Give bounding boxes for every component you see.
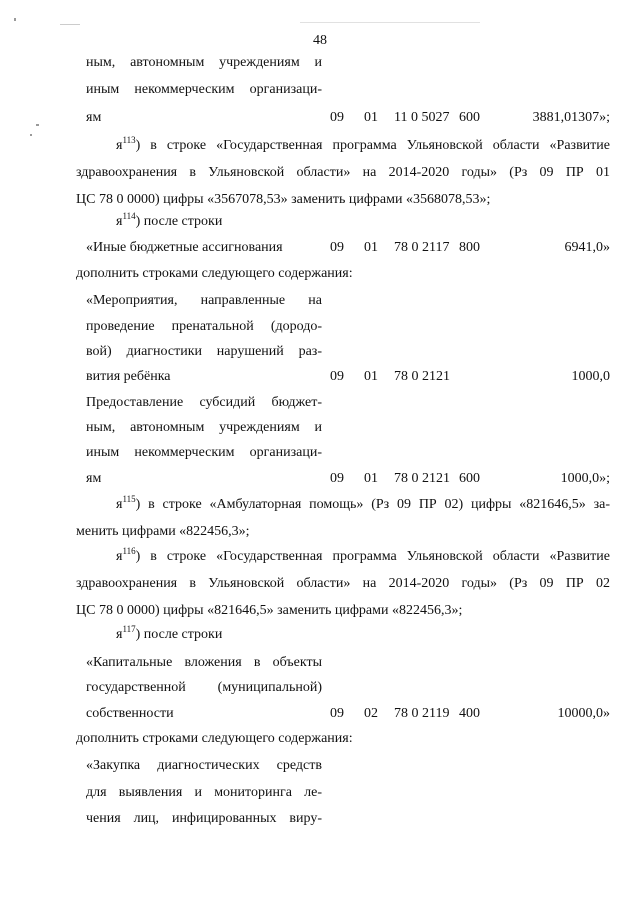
add-rows-note: дополнить строками следующего содержания: bbox=[76, 266, 353, 281]
table-row bbox=[0, 316, 640, 338]
scan-speck bbox=[14, 18, 16, 21]
table-row bbox=[0, 755, 640, 777]
row-text: ным, автономным учреждениям и bbox=[86, 420, 322, 435]
paragraph-117: $я^{117}$) после строки bbox=[116, 624, 223, 642]
scan-speck bbox=[60, 24, 80, 25]
row-text: ям bbox=[86, 471, 102, 486]
paragraph-line: $я^{116}$) в строке «Государственная программа Ульяновской области «Развитие bbox=[116, 546, 610, 564]
table-row bbox=[0, 782, 640, 804]
cs-code: 78 0 2121 bbox=[394, 471, 450, 486]
table-row bbox=[0, 808, 640, 830]
pr-code: 01 bbox=[364, 240, 378, 255]
row-text: «Капитальные вложения в объекты bbox=[86, 655, 322, 670]
rz-code: 09 bbox=[330, 369, 344, 384]
paragraph-line: здравоохранения в Ульяновской области» на 2014-2020 годы» (Рз 09 ПР 01 bbox=[76, 165, 610, 180]
row-text: чения лиц, инфицированных виру- bbox=[86, 811, 322, 826]
pr-code: 01 bbox=[364, 471, 378, 486]
row-text: собственности bbox=[86, 706, 174, 721]
add-rows-note: дополнить строками следующего содержания: bbox=[76, 731, 353, 746]
row-text: ям bbox=[86, 110, 102, 125]
paragraph-114: $я^{114}$) после строки bbox=[116, 211, 223, 229]
row-text: государственной (муниципальной) bbox=[86, 680, 322, 695]
row-text: иным некоммерческим организаци- bbox=[86, 82, 322, 97]
table-row bbox=[0, 366, 640, 388]
row-text: проведение пренатальной (дородо- bbox=[86, 319, 322, 334]
row-text: Предоставление субсидий бюджет- bbox=[86, 395, 322, 410]
amount: 3881,01307»; bbox=[532, 110, 610, 125]
table-row bbox=[0, 468, 640, 490]
row-text: вой) диагностики нарушений раз- bbox=[86, 344, 322, 359]
table-row bbox=[0, 237, 640, 259]
table-row bbox=[0, 341, 640, 363]
paragraph-line: ЦС 78 0 0000) цифры «3567078,53» заменить цифрами «3568078,53»; bbox=[76, 192, 491, 207]
amount: 6941,0» bbox=[564, 240, 610, 255]
table-row bbox=[0, 652, 640, 674]
row-text: вития ребёнка bbox=[86, 369, 171, 384]
table-row bbox=[0, 677, 640, 699]
paragraph-115 bbox=[76, 494, 610, 543]
scan-speck bbox=[300, 22, 480, 23]
table-row bbox=[0, 107, 640, 129]
rz-code: 09 bbox=[330, 240, 344, 255]
rz-code: 09 bbox=[330, 471, 344, 486]
scan-speck bbox=[30, 134, 32, 136]
vr-code: 800 bbox=[459, 240, 480, 255]
paragraph-line: здравоохранения в Ульяновской области» на 2014-2020 годы» (Рз 09 ПР 02 bbox=[76, 576, 610, 591]
pr-code: 01 bbox=[364, 110, 378, 125]
rz-code: 09 bbox=[330, 110, 344, 125]
row-text: «Мероприятия, направленные на bbox=[86, 293, 322, 308]
vr-code: 600 bbox=[459, 110, 480, 125]
row-text: «Закупка диагностических средств bbox=[86, 758, 322, 773]
table-row bbox=[0, 79, 640, 101]
page-number: 48 bbox=[313, 33, 327, 48]
cs-code: 78 0 2119 bbox=[394, 706, 450, 721]
table-row bbox=[0, 703, 640, 725]
table-row bbox=[0, 392, 640, 414]
row-text: «Иные бюджетные ассигнования bbox=[86, 240, 283, 255]
pr-code: 01 bbox=[364, 369, 378, 384]
table-row bbox=[0, 417, 640, 439]
amount: 1000,0 bbox=[571, 369, 610, 384]
paragraph-113 bbox=[76, 135, 610, 211]
cs-code: 11 0 5027 bbox=[394, 110, 450, 125]
table-row bbox=[0, 442, 640, 464]
row-text: ным, автономным учреждениям и bbox=[86, 55, 322, 70]
cs-code: 78 0 2117 bbox=[394, 240, 450, 255]
row-text: иным некоммерческим организаци- bbox=[86, 445, 322, 460]
paragraph-line: менить цифрами «822456,3»; bbox=[76, 524, 250, 539]
vr-code: 400 bbox=[459, 706, 480, 721]
amount: 1000,0»; bbox=[560, 471, 610, 486]
rz-code: 09 bbox=[330, 706, 344, 721]
table-row bbox=[0, 290, 640, 312]
amount: 10000,0» bbox=[557, 706, 610, 721]
row-text: для выявления и мониторинга ле- bbox=[86, 785, 322, 800]
pr-code: 02 bbox=[364, 706, 378, 721]
paragraph-line: ЦС 78 0 0000) цифры «821646,5» заменить цифрами «822456,3»; bbox=[76, 603, 463, 618]
cs-code: 78 0 2121 bbox=[394, 369, 450, 384]
paragraph-line: $я^{113}$) в строке «Государственная программа Ульяновской области «Развитие bbox=[116, 135, 610, 153]
paragraph-line: $я^{115}$) в строке «Амбулаторная помощь» (Рз 09 ПР 02) цифры «821646,5» за- bbox=[116, 494, 610, 512]
table-row bbox=[0, 52, 640, 74]
vr-code: 600 bbox=[459, 471, 480, 486]
paragraph-116 bbox=[76, 546, 610, 622]
